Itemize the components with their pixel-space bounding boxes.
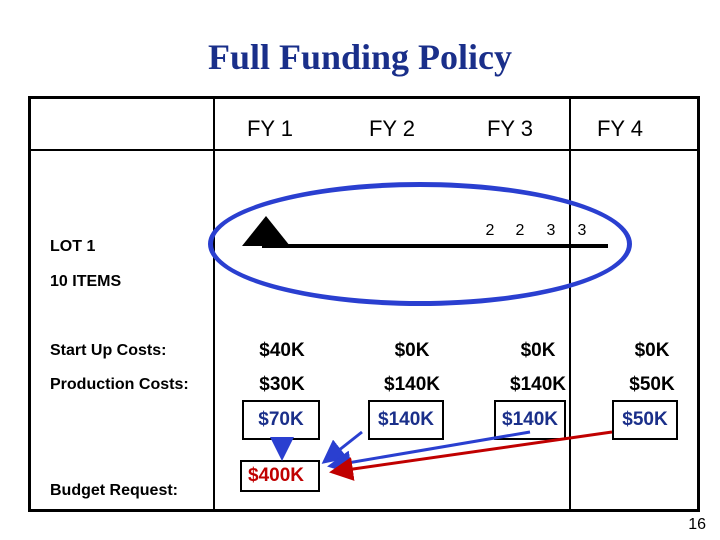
budget-label: Budget Request: (50, 482, 178, 499)
lot-label: LOT 1 (50, 238, 96, 255)
funding-table (28, 96, 700, 512)
startup-value-fy1: $40K (259, 340, 305, 361)
production-label: Production Costs: (50, 376, 189, 393)
production-value-fy4: $50K (629, 374, 675, 395)
startup-label: Start Up Costs: (50, 342, 167, 359)
slide-title: Full Funding Policy (207, 37, 513, 77)
production-value-fy2: $140K (384, 374, 440, 395)
lot-items: 10 ITEMS (50, 273, 122, 290)
total-box-fy4: $50K (612, 400, 678, 440)
page-number: 16 (688, 516, 706, 533)
column-divider-1 (213, 99, 215, 509)
header-divider (31, 149, 697, 151)
startup-value-fy2: $0K (394, 340, 430, 361)
column-divider-2 (569, 99, 571, 509)
milestone-label: 3 (577, 222, 587, 239)
milestone-label: 2 (485, 222, 495, 239)
startup-value-fy3: $0K (520, 340, 556, 361)
start-triangle-icon (242, 216, 290, 246)
milestone-label: 3 (546, 222, 556, 239)
startup-value-fy4: $0K (634, 340, 670, 361)
header-fy3: FY 3 (486, 116, 534, 141)
production-value-fy3: $140K (510, 374, 566, 395)
timeline-bar (262, 244, 608, 248)
header-fy2: FY 2 (368, 116, 416, 141)
total-box-fy3: $140K (494, 400, 566, 440)
total-box-fy2: $140K (368, 400, 444, 440)
header-fy4: FY 4 (596, 116, 644, 141)
production-value-fy1: $30K (259, 374, 305, 395)
milestone-label: 2 (515, 222, 525, 239)
total-box-fy1: $70K (242, 400, 320, 440)
header-fy1: FY 1 (246, 116, 294, 141)
budget-value-box: $400K (240, 460, 320, 492)
